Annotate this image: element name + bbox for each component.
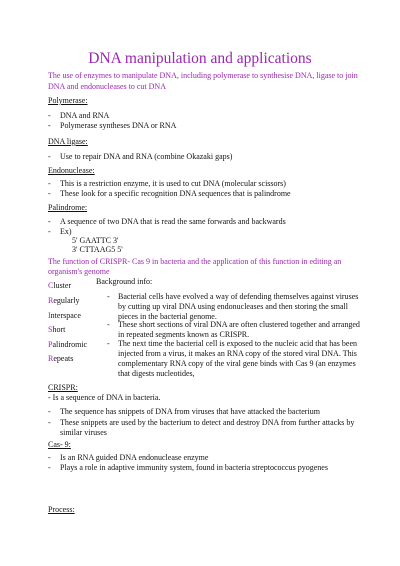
acronym-letter-row: Palindromic xyxy=(48,340,88,349)
bullet-dash: - xyxy=(48,418,51,427)
bullet-dash: - xyxy=(48,189,51,198)
bullet-dash: - xyxy=(48,227,51,236)
list-item-text: The sequence has snippets of DNA from viruses that have attacked the bacterium xyxy=(60,407,320,416)
bullet-dash: - xyxy=(48,407,51,416)
acronym-letter-row: Interspace xyxy=(48,311,81,320)
background-info-heading: Background info: xyxy=(96,277,153,286)
bullet-dash: - xyxy=(48,111,51,120)
acronym-letter-row: Cluster xyxy=(48,281,72,290)
list-item-text: This is a restriction enzyme, it is used to cut DNA (molecular scissors) xyxy=(60,179,286,188)
bullet-dash: - xyxy=(48,152,51,161)
acronym-letter-row: Short xyxy=(48,325,66,334)
palindrome-example-line: 5' GAATTC 3' xyxy=(72,236,119,245)
list-item-text: DNA and RNA xyxy=(60,111,110,120)
palindrome-example-line: 3' CTTAAG5 5' xyxy=(72,245,123,254)
list-item-text: Bacterial cells have evolved a way of defending themselves against viruses by cutting up viral DNA using endonucleases and then storing the small pieces in the bacterial genome. xyxy=(118,292,359,321)
bullet-dash: - xyxy=(107,339,110,348)
list-item-text: Polymerase syntheses DNA or RNA xyxy=(60,121,177,130)
list-item-text: Use to repair DNA and RNA (combine Okazaki gaps) xyxy=(60,152,233,161)
list-item-text: These snippets are used by the bacterium to detect and destroy DNA from further attacks by similar viruses xyxy=(60,418,355,437)
crispr-definition: - Is a sequence of DNA in bacteria. xyxy=(48,393,161,402)
list-item-text: A sequence of two DNA that is read the same forwards and backwards xyxy=(60,217,286,226)
crispr-function-title: The function of CRISPR- Cas 9 in bacteria and the application of this function in editing an organism's genome xyxy=(48,257,342,276)
intro-text: The use of enzymes to manipulate DNA, including polymerase to synthesise DNA, ligase to join DNA and endonucleases to cut DNA xyxy=(48,71,358,91)
palindrome-heading: Palindrome: xyxy=(48,203,88,212)
process-heading: Process: xyxy=(48,505,75,514)
bullet-dash: - xyxy=(48,463,51,472)
crispr-heading: CRISPR: xyxy=(48,383,78,392)
list-item-text: Plays a role in adaptive immunity system, found in bacteria streptococcus pyogenes xyxy=(60,463,328,472)
list-item-text: These look for a specific recognition DNA sequences that is palindrome xyxy=(60,189,291,198)
bullet-dash: - xyxy=(48,217,51,226)
bullet-dash: - xyxy=(48,179,51,188)
page-title: DNA manipulation and applications xyxy=(88,50,312,67)
bullet-dash: - xyxy=(107,320,110,329)
list-item-text: The next time the bacterial cell is exposed to the nucleic acid that has been injected from a virus, it makes an RNA copy of the stored viral DNA. This complementary RNA copy of the viral gene binds with Cas 9 (an enzymes that digests nucleotides, xyxy=(118,339,358,378)
list-item-text: These short sections of viral DNA are often clustered together and arranged in repeated segments known as CRISPR. xyxy=(118,320,360,339)
list-item-text: Ex) xyxy=(60,227,72,236)
cas9-heading: Cas- 9: xyxy=(48,440,71,449)
acronym-letter-row: Regularly xyxy=(48,296,80,305)
bullet-dash: - xyxy=(107,292,110,301)
endonuclease-heading: Endonuclease: xyxy=(48,166,95,175)
bullet-dash: - xyxy=(48,121,51,130)
list-item-text: Is an RNA guided DNA endonuclease enzyme xyxy=(60,453,209,462)
bullet-dash: - xyxy=(48,453,51,462)
ligase-heading: DNA ligase: xyxy=(48,137,88,146)
acronym-letter-row: Repeats xyxy=(48,354,74,363)
polymerase-heading: Polymerase: xyxy=(48,96,88,105)
